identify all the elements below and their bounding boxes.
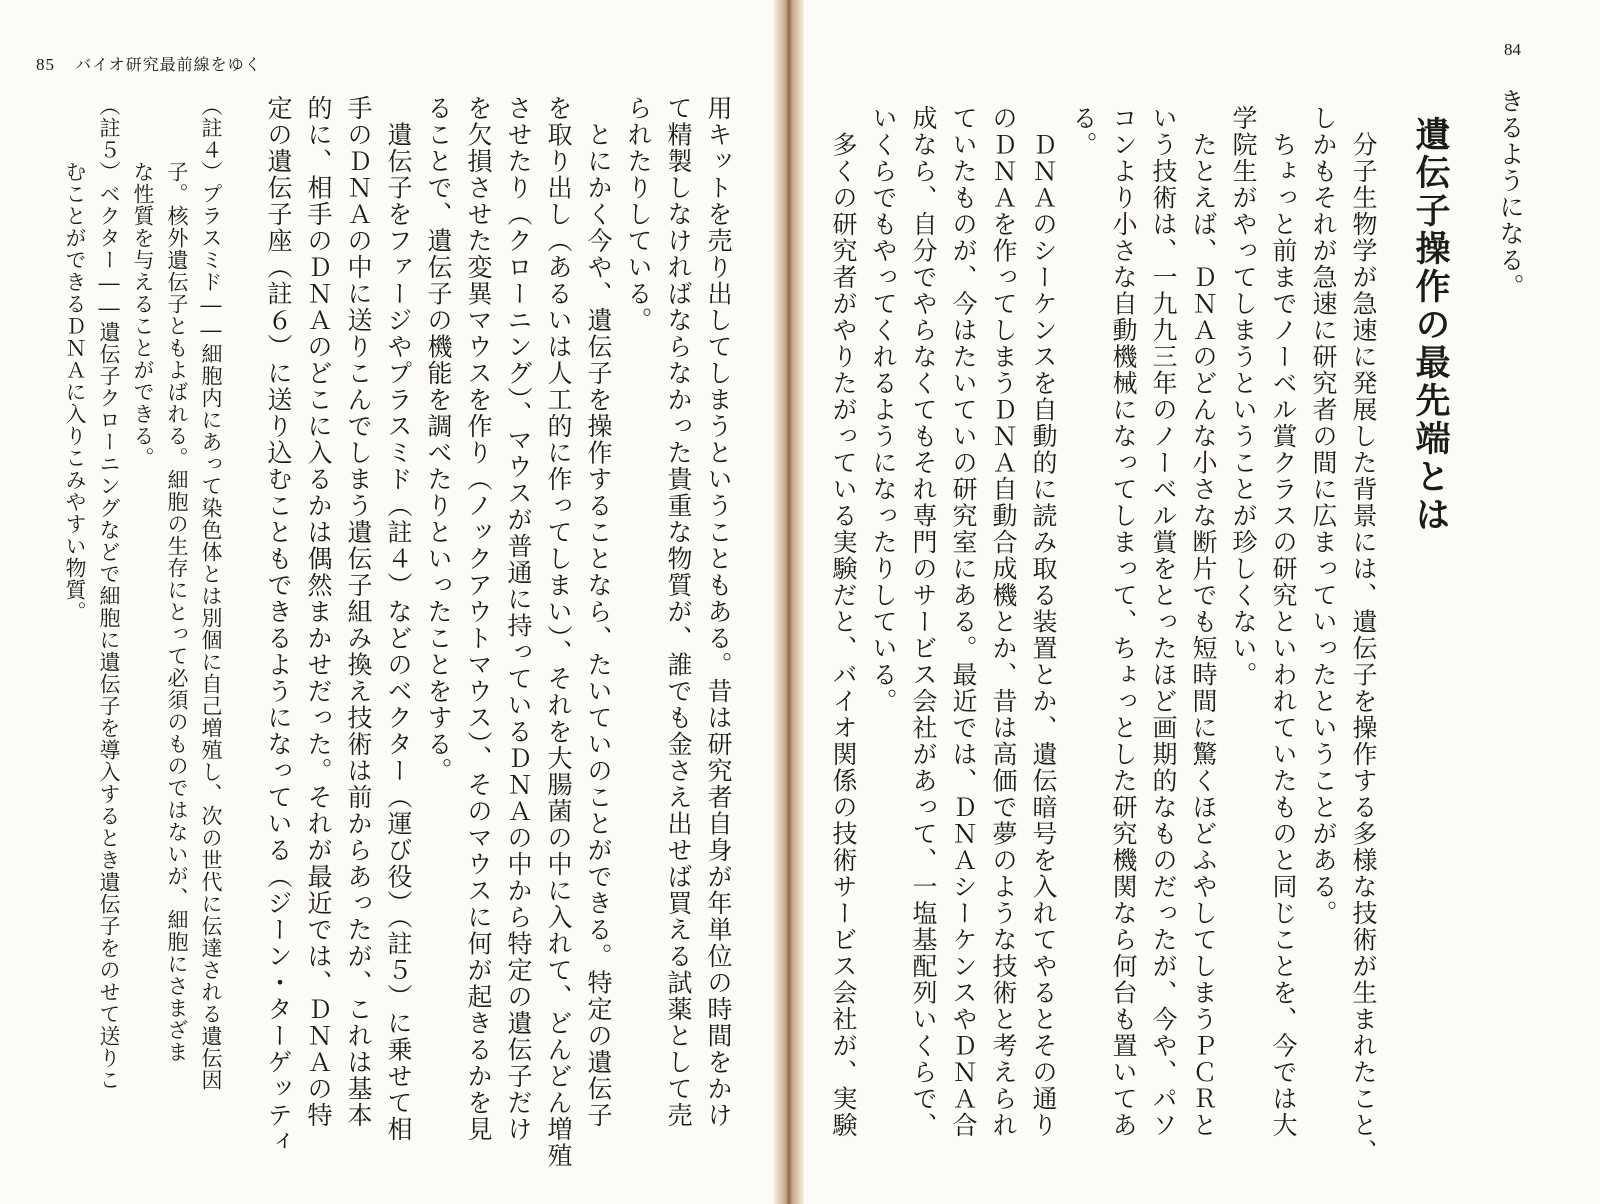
section-heading: 遺伝子操作の最先端とは	[1410, 116, 1450, 534]
right-text-line: たとえば、ＤＮＡのどんな小さな断片でも短時間に驚くほどふやしてしまうＰＣＲと	[1189, 105, 1218, 1139]
left-text-line: られたりしている。	[624, 95, 653, 334]
left-text-line: とにかく今や、遺伝子を操作することなら、たいていのことができる。特定の遺伝子	[584, 95, 613, 1129]
running-header: バイオ研究最前線をゆく	[75, 55, 262, 74]
right-text-line: のＤＮＡを作ってしまうＤＮＡ自動合成機とか、昔は高価で夢のような技術と考えられ	[989, 105, 1018, 1139]
right-opening-line: きるようになる。	[1496, 88, 1525, 300]
right-text-line: 分子生物学が急速に発展した背景には、遺伝子を操作する多様な技術が生まれたこと、	[1349, 105, 1378, 1165]
right-text-line: 多くの研究者がやりたがっている実験だと、バイオ関係の技術サービス会社が、実験	[829, 105, 858, 1139]
right-text-line: いう技術は、一九九三年のノーベル賞をとったほど画期的なものだったが、今や、パソ	[1149, 105, 1178, 1139]
right-text-line: ちょっと前までノーベル賞クラスの研究といわれていたものと同じことを、今では大	[1269, 105, 1298, 1139]
footnote-line: （註４）プラスミド――細胞内にあって染色体とは別個に自己増殖し、次の世代に伝達される遺伝因	[199, 95, 223, 1091]
footnote-line: むことができるＤＮＡに入りこみやすい物質。	[63, 95, 87, 623]
right-text-line: 学院生がやってしまうということが珍しくない。	[1229, 105, 1258, 688]
left-text-line: ることで、遺伝子の機能を調べたりといったことをする。	[424, 95, 453, 784]
left-text-line: させたり（クローニング）、マウスが普通に持っているＤＮＡの中から特定の遺伝子だけ	[504, 95, 533, 1143]
left-text-line: て精製しなければならなかった貴重な物質が、誰でも金さえ出せば買える試薬として売	[664, 95, 693, 1129]
right-page-number: 84	[1504, 40, 1521, 59]
footnote-line: な性質を与えることができる。	[131, 95, 155, 469]
right-text-line: ていたものが、今はたいていの研究室にある。最近では、ＤＮＡシーケンスやＤＮＡ合	[949, 105, 978, 1139]
left-text-line: 遺伝子をファージやプラスミド（註４）などのベクター（運び役）（註５）に乗せて相	[384, 95, 413, 1143]
left-text-line: 定の遺伝子座（註６）に送り込むこともできるようになっている（ジーン・ターゲッティ	[264, 95, 293, 1155]
left-text-line: 的に、相手のＤＮＡのどこに入るかは偶然まかせだった。それが最近では、ＤＮＡの特	[304, 95, 333, 1129]
left-text-line: 手のＤＮＡの中に送りこんでしまう遺伝子組み換え技術は前からあったが、これは基本	[344, 95, 373, 1129]
book-gutter	[774, 0, 804, 1204]
right-text-line: コンより小さな自動機械になってしまって、ちょっとした研究機関なら何台も置いてあ	[1109, 105, 1138, 1139]
left-text-line: を欠損させた変異マウスを作り（ノックアウトマウス）、そのマウスに何が起きるかを見	[464, 95, 493, 1143]
left-page-number: 85	[36, 55, 55, 74]
left-text-line: 用キットを売り出してしまうということもある。昔は研究者自身が年単位の時間をかけ	[704, 95, 733, 1129]
right-text-line: いくらでもやってくれるようになったりしている。	[869, 105, 898, 715]
right-text-line: しかもそれが急速に研究者の間に広まっていったということがある。	[1309, 105, 1338, 927]
left-text-line: を取り出し（あるいは人工的に作ってしまい）、それを大腸菌の中に入れて、どんどん増殖	[544, 95, 573, 1169]
right-text-line: る。	[1069, 105, 1098, 158]
left-page-header	[36, 52, 262, 75]
footnote-line: （註５）ベクター――遺伝子クローニングなどで細胞に遺伝子を導入するとき遺伝子をのせて送りこ	[97, 95, 121, 1091]
right-text-line: ＤＮＡのシーケンスを自動的に読み取る装置とか、遺伝暗号を入れてやるとその通り	[1029, 105, 1058, 1139]
right-text-line: 成なら、自分でやらなくてもそれ専門のサービス会社があって、一塩基配列いくらで、	[909, 105, 938, 1139]
footnote-line: 子。核外遺伝子ともよばれる。細胞の生存にとって必須のものではないが、細胞にさまざま	[165, 95, 189, 1063]
